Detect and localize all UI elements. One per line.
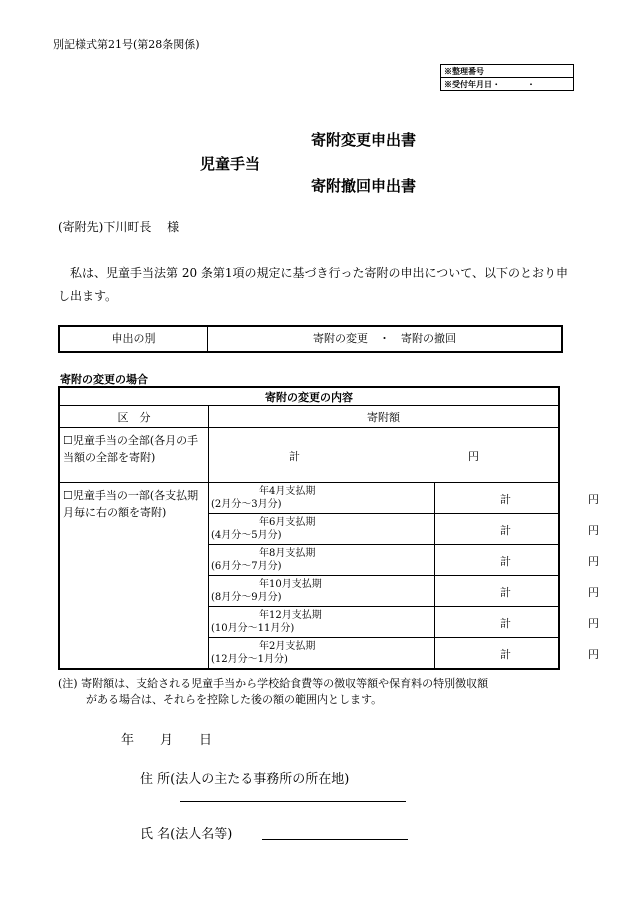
title-change: 寄附変更申出書 (311, 131, 417, 149)
form-number: 別記様式第21号(第28条関係) (53, 38, 200, 51)
application-type-box (58, 325, 563, 353)
addressee: (寄附先)下川町長 様 (58, 220, 180, 234)
period-cell: 年4月支払期 (2月分～3月分) (209, 483, 435, 514)
period-cell: 年2月支払期 (12月分～1月分) (209, 638, 435, 670)
period-amount[interactable]: 計 円 (435, 607, 560, 638)
reception-number: ※整理番号 (444, 66, 484, 76)
period-cell: 年10月支払期 (8月分～9月分) (209, 576, 435, 607)
period-cell: 年12月支払期 (10月分～11月分) (209, 607, 435, 638)
body-text: 私は、児童手当法第 20 条第1項の規定に基づき行った寄附の申出について、以下のとおり申し出ます。 (58, 266, 569, 303)
title-withdraw: 寄附撤回申出書 (311, 177, 417, 195)
option-all-amount[interactable]: 計 円 (209, 428, 560, 483)
address-label: 住 所(法人の主たる事務所の所在地) (140, 772, 350, 787)
note-line2: がある場合は、それらを控除した後の額の範囲内とします。 (86, 693, 383, 706)
change-case-label: 寄附の変更の場合 (60, 373, 148, 386)
period-cell: 年8月支払期 (6月分～7月分) (209, 545, 435, 576)
name-label: 氏 名(法人名等) (140, 827, 233, 842)
reception-box (440, 64, 574, 91)
period-amount[interactable]: 計 円 (435, 545, 560, 576)
option-all[interactable]: ☐児童手当の全部(各月の手当額の全部を寄附) (59, 428, 209, 483)
address-input-line[interactable] (180, 801, 406, 802)
period-cell: 年6月支払期 (4月分～5月分) (209, 514, 435, 545)
col-category: 区 分 (59, 406, 209, 428)
note (58, 676, 570, 708)
application-type-options[interactable]: 寄附の変更 ・ 寄附の撤回 (313, 332, 456, 345)
change-content-table (58, 386, 599, 670)
application-type-label: 申出の別 (60, 327, 208, 351)
option-partial[interactable]: ☐児童手当の一部(各支払期月毎に右の額を寄附) (59, 483, 209, 670)
note-mark: (注) (58, 677, 78, 690)
title-prefix: 児童手当 (200, 155, 261, 173)
period-amount[interactable]: 計 円 (435, 576, 560, 607)
table-header: 寄附の変更の内容 (59, 387, 559, 406)
period-amount[interactable]: 計 円 (435, 483, 560, 514)
reception-date: ※受付年月日 ・ ・ (441, 77, 573, 90)
date-field[interactable]: 年 月 日 (121, 733, 213, 748)
period-amount[interactable]: 計 円 (435, 638, 560, 670)
note-line1: 寄附額は、支給される児童手当から学校給食費等の徴収等額や保育料の特別徴収額 (81, 677, 489, 690)
period-amount[interactable]: 計 円 (435, 514, 560, 545)
col-amount: 寄附額 (209, 406, 560, 428)
name-input-line[interactable] (262, 839, 408, 840)
